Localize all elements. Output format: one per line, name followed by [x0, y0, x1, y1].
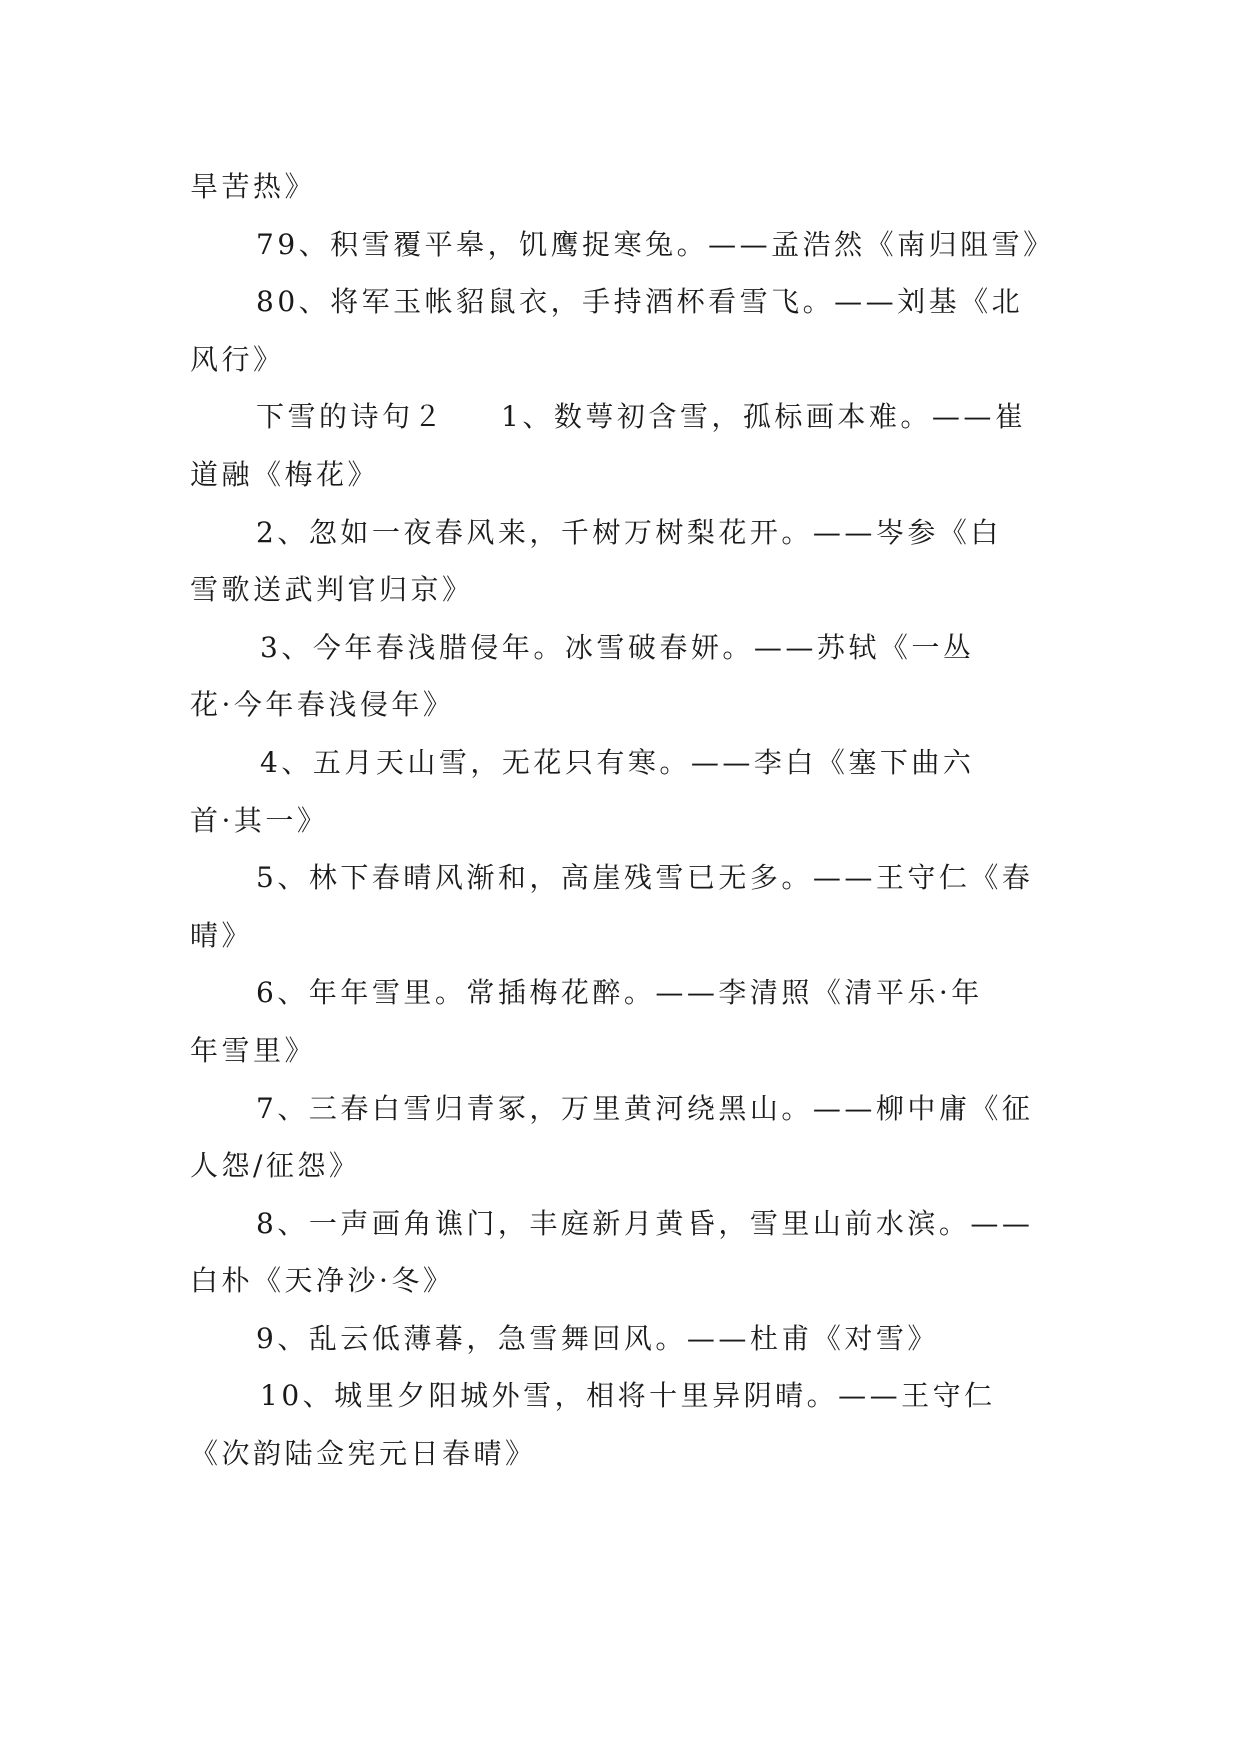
poem-line-4: 4、五月天山雪，无花只有寒。——李白《塞下曲六	[260, 745, 975, 779]
section-heading-line	[190, 388, 1052, 446]
text-line: 风行》	[190, 342, 285, 376]
poem-line-1: 1、数萼初含雪，孤标画本难。——崔	[501, 400, 1027, 434]
text-line: 年雪里》	[190, 1033, 317, 1067]
text-line: 首·其一》	[190, 803, 329, 837]
poem-line-8: 8、一声画角谯门，丰庭新月黄昏，雪里山前水滨。——	[256, 1206, 1034, 1240]
poem-line-5: 5、林下春晴风渐和，高崖残雪已无多。——王守仁《春	[256, 861, 1034, 895]
poem-line-80: 80、将军玉帐貂鼠衣，手持酒杯看雪飞。——刘基《北	[256, 285, 1024, 319]
text-line: 《次韵陆佥宪元日春晴》	[190, 1437, 537, 1471]
text-line: 雪歌送武判官归京》	[190, 573, 474, 607]
text-line: 晴》	[190, 918, 254, 952]
section-heading: 下雪的诗句２	[256, 400, 446, 434]
text-line: 旱苦热》	[190, 170, 317, 203]
poem-line-9: 9、乱云低薄暮，急雪舞回风。——杜甫《对雪》	[256, 1321, 939, 1355]
poem-line-3: 3、今年春浅腊侵年。冰雪破春妍。——苏轼《一丛	[260, 630, 975, 664]
text-line: 人怨/征怨》	[190, 1149, 361, 1183]
text-line: 白朴《天净沙·冬》	[190, 1264, 455, 1298]
poem-line-7: 7、三春白雪归青冢，万里黄河绕黑山。——柳中庸《征	[256, 1091, 1034, 1125]
text-line: 花·今年春浅侵年》	[190, 688, 455, 722]
poem-line-10: 10、城里夕阳城外雪，相将十里异阴晴。——王守仁	[260, 1379, 996, 1413]
poem-line-79: 79、积雪覆平皋，饥鹰捉寒兔。——孟浩然《南归阻雪》	[256, 227, 1055, 261]
poem-line-2: 2、忽如一夜春风来，千树万树梨花开。——岑参《白	[256, 515, 1002, 549]
text-line: 道融《梅花》	[190, 457, 380, 491]
poem-line-6: 6、年年雪里。常插梅花醉。——李清照《清平乐·年	[256, 976, 983, 1010]
document-body	[190, 158, 1055, 1483]
